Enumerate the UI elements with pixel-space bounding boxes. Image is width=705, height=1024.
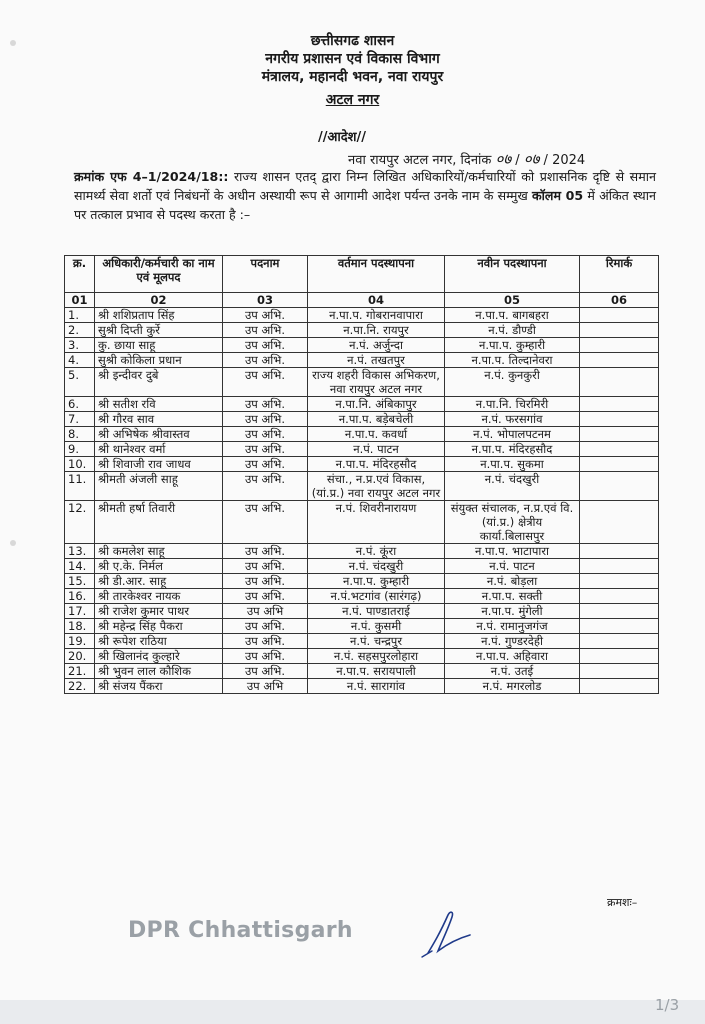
cell-new-posting: न.पा.प. सक्ती — [445, 589, 580, 604]
cell-sno: 4. — [65, 353, 95, 368]
order-body-text-2: में अंकित स्थान पर तत्काल प्रभाव से पदस्थ करता है :– — [74, 188, 656, 222]
cell-sno: 8. — [65, 427, 95, 442]
table-row — [65, 427, 659, 442]
table-row — [65, 589, 659, 604]
cell-designation: उप अभि. — [223, 338, 308, 353]
cell-designation: उप अभि. — [223, 589, 308, 604]
table-row — [65, 664, 659, 679]
cell-sno: 10. — [65, 457, 95, 472]
cell-remark — [580, 649, 659, 664]
table-row — [65, 338, 659, 353]
cell-sno: 15. — [65, 574, 95, 589]
cell-designation: उप अभि. — [223, 308, 308, 323]
order-body-text-1: राज्य शासन एतद् द्वारा निम्न लिखित अधिकारियों/कर्मचारियों को प्रशासनिक दृष्टि से समान सामर्थ्य सेवा शर्तो एवं निबंधनों के अधीन अस्थायी रूप से आगामी आदेश पर्यन्त उनके नाम के सम्मुख — [74, 169, 656, 203]
order-body-bold: कॉलम 05 — [531, 188, 584, 203]
watermark: DPR Chhattisgarh — [128, 918, 353, 943]
cell-designation: उप अभि. — [223, 544, 308, 559]
cell-designation: उप अभि. — [223, 634, 308, 649]
table-row — [65, 604, 659, 619]
cell-sno: 18. — [65, 619, 95, 634]
cell-new-posting: न.पं. गुण्डरदेही — [445, 634, 580, 649]
cell-remark — [580, 679, 659, 694]
cell-current-posting: न.पा.प. सरायपाली — [308, 664, 445, 679]
cell-remark — [580, 397, 659, 412]
cell-name: सुश्री कोकिला प्रधान — [95, 353, 223, 368]
header-city: अटल नगर — [325, 92, 380, 108]
cell-sno: 19. — [65, 634, 95, 649]
cell-name: श्री संजय पैंकरा — [95, 679, 223, 694]
cell-new-posting: न.पं. बोड़ला — [445, 574, 580, 589]
cell-designation: उप अभि. — [223, 412, 308, 427]
cell-sno: 16. — [65, 589, 95, 604]
cell-current-posting: न.पं. सहसपुरलोहारा — [308, 649, 445, 664]
viewer-bottom-bar — [0, 1000, 705, 1024]
cell-designation: उप अभि. — [223, 368, 308, 397]
cell-new-posting: संयुक्त संचालक, न.प्र.एवं वि. (यां.प्र.) क्षेत्रीय कार्या.बिलासपुर — [445, 501, 580, 544]
cell-name: कु. छाया साहू — [95, 338, 223, 353]
cell-current-posting: न.पं. चन्द्रपुर — [308, 634, 445, 649]
table-header-row — [65, 256, 659, 293]
cell-sno: 22. — [65, 679, 95, 694]
cell-current-posting: न.पा.प. मंदिरहसौद — [308, 457, 445, 472]
cell-name: श्री खिलानंद कुल्हारे — [95, 649, 223, 664]
date-prefix: नवा रायपुर अटल नगर, दिनांक — [348, 153, 492, 168]
cell-sno: 5. — [65, 368, 95, 397]
transfer-table — [64, 255, 659, 694]
cell-sno: 2. — [65, 323, 95, 338]
cell-new-posting: न.पं. फरसगांव — [445, 412, 580, 427]
header-department: नगरीय प्रशासन एवं विकास विभाग — [265, 51, 440, 67]
cell-designation: उप अभि. — [223, 619, 308, 634]
table-row — [65, 501, 659, 544]
cell-designation: उप अभि — [223, 604, 308, 619]
table-row — [65, 442, 659, 457]
cell-remark — [580, 353, 659, 368]
table-row — [65, 679, 659, 694]
cell-remark — [580, 544, 659, 559]
cell-name: श्री तारकेश्वर नायक — [95, 589, 223, 604]
cell-new-posting: न.पं. मगरलोड — [445, 679, 580, 694]
table-row — [65, 323, 659, 338]
cell-current-posting: न.पं. सारागांव — [308, 679, 445, 694]
cell-current-posting: न.पा.प. बड़ेबचेली — [308, 412, 445, 427]
column-number: 05 — [445, 293, 580, 308]
cell-new-posting: न.पा.प. बागबहरा — [445, 308, 580, 323]
date-day: ०७ — [495, 150, 512, 168]
table-row — [65, 457, 659, 472]
cell-name: श्री अभिषेक श्रीवास्तव — [95, 427, 223, 442]
table-row — [65, 619, 659, 634]
cell-sno: 13. — [65, 544, 95, 559]
cell-remark — [580, 472, 659, 501]
cell-new-posting: न.पा.प. सुकमा — [445, 457, 580, 472]
cell-current-posting: न.पं. अर्जुन्दा — [308, 338, 445, 353]
cell-sno: 14. — [65, 559, 95, 574]
cell-sno: 7. — [65, 412, 95, 427]
cell-new-posting: न.पं. रामानुजगंज — [445, 619, 580, 634]
table-row — [65, 559, 659, 574]
cell-name: श्रीमती अंजली साहू — [95, 472, 223, 501]
cell-remark — [580, 619, 659, 634]
col-header-new-posting: नवीन पदस्थापना — [445, 256, 580, 293]
col-header-sno: क्र. — [65, 256, 95, 293]
cell-designation: उप अभि. — [223, 574, 308, 589]
cell-current-posting: न.पं.भटगांव (सारंगढ़) — [308, 589, 445, 604]
table-row — [65, 574, 659, 589]
col-header-remark: रिमार्क — [580, 256, 659, 293]
cell-remark — [580, 323, 659, 338]
cell-name: श्री महेन्द्र सिंह पैकरा — [95, 619, 223, 634]
cell-remark — [580, 664, 659, 679]
cell-designation: उप अभि. — [223, 457, 308, 472]
cell-new-posting: न.पा.प. मुंगेली — [445, 604, 580, 619]
cell-name: श्री सतीश रवि — [95, 397, 223, 412]
cell-remark — [580, 604, 659, 619]
cell-new-posting: न.पा.प. तिल्दानेवरा — [445, 353, 580, 368]
table-row — [65, 368, 659, 397]
cell-current-posting: न.पं. कुसमी — [308, 619, 445, 634]
cell-name: श्री शिवाजी राव जाधव — [95, 457, 223, 472]
cell-name: श्री भुवन लाल कौशिक — [95, 664, 223, 679]
continued-label: क्रमशः– — [607, 896, 638, 909]
table-row — [65, 649, 659, 664]
cell-remark — [580, 427, 659, 442]
cell-designation: उप अभि. — [223, 323, 308, 338]
signature-image — [408, 905, 478, 965]
column-number: 02 — [95, 293, 223, 308]
cell-remark — [580, 308, 659, 323]
col-header-name: अधिकारी/कर्मचारी का नाम एवं मूलपद — [95, 256, 223, 293]
cell-name: श्री ए.के. निर्मल — [95, 559, 223, 574]
order-date-line: नवा रायपुर अटल नगर, दिनांक ०७ / ०७ / 2024 — [348, 150, 586, 168]
page-indicator: 1/3 — [655, 996, 680, 1014]
cell-new-posting: न.पा.प. कुम्हारी — [445, 338, 580, 353]
column-number: 06 — [580, 293, 659, 308]
punch-mark — [10, 540, 16, 546]
cell-designation: उप अभि. — [223, 353, 308, 368]
cell-name: श्रीमती हर्षा तिवारी — [95, 501, 223, 544]
cell-designation: उप अभि. — [223, 472, 308, 501]
cell-remark — [580, 457, 659, 472]
cell-sno: 6. — [65, 397, 95, 412]
column-number: 03 — [223, 293, 308, 308]
col-header-designation: पदनाम — [223, 256, 308, 293]
cell-remark — [580, 442, 659, 457]
cell-current-posting: न.पा.प. कवर्धा — [308, 427, 445, 442]
cell-current-posting: न.पं. पाण्डातराई — [308, 604, 445, 619]
cell-new-posting: न.पं. डौण्डी — [445, 323, 580, 338]
cell-new-posting: न.पा.प. अहिवारा — [445, 649, 580, 664]
cell-name: श्री राजेश कुमार पाथर — [95, 604, 223, 619]
order-title: //आदेश// — [318, 130, 367, 145]
cell-designation: उप अभि. — [223, 397, 308, 412]
cell-remark — [580, 338, 659, 353]
cell-current-posting: न.पं. तखतपुर — [308, 353, 445, 368]
cell-name: सुश्री दिप्ती कुर्रे — [95, 323, 223, 338]
table-row — [65, 544, 659, 559]
date-year: 2024 — [552, 153, 586, 168]
cell-designation: उप अभि. — [223, 501, 308, 544]
order-kramank: क्रमांक एफ 4–1/2024/18:: — [74, 169, 229, 184]
cell-sno: 3. — [65, 338, 95, 353]
cell-name: श्री रूपेश राठिया — [95, 634, 223, 649]
cell-designation: उप अभि. — [223, 664, 308, 679]
table-row — [65, 308, 659, 323]
cell-sno: 12. — [65, 501, 95, 544]
cell-name: श्री इन्दीवर दुबे — [95, 368, 223, 397]
cell-current-posting: न.पं. पाटन — [308, 442, 445, 457]
cell-remark — [580, 634, 659, 649]
cell-sno: 17. — [65, 604, 95, 619]
cell-current-posting: न.पं. कूंरा — [308, 544, 445, 559]
cell-designation: उप अभि — [223, 679, 308, 694]
table-row — [65, 634, 659, 649]
cell-remark — [580, 589, 659, 604]
cell-remark — [580, 574, 659, 589]
table-row — [65, 472, 659, 501]
cell-remark — [580, 368, 659, 397]
header-address: मंत्रालय, महानदी भवन, नवा रायपुर — [261, 69, 444, 85]
cell-name: श्री थानेश्वर वर्मा — [95, 442, 223, 457]
cell-sno: 9. — [65, 442, 95, 457]
cell-name: श्री शशिप्रताप सिंह — [95, 308, 223, 323]
cell-new-posting: न.पं. पाटन — [445, 559, 580, 574]
cell-current-posting: न.पा.नि. अंबिकापुर — [308, 397, 445, 412]
cell-remark — [580, 501, 659, 544]
cell-designation: उप अभि. — [223, 442, 308, 457]
cell-current-posting: न.पं. चंदखुरी — [308, 559, 445, 574]
cell-sno: 20. — [65, 649, 95, 664]
cell-designation: उप अभि. — [223, 427, 308, 442]
cell-name: श्री गौरव साव — [95, 412, 223, 427]
date-month: ०७ — [523, 150, 540, 168]
col-header-current-posting: वर्तमान पदस्थापना — [308, 256, 445, 293]
table-row — [65, 353, 659, 368]
cell-new-posting: न.पा.नि. चिरमिरी — [445, 397, 580, 412]
cell-designation: उप अभि. — [223, 559, 308, 574]
cell-current-posting: न.पं. शिवरीनारायण — [308, 501, 445, 544]
cell-new-posting: न.पं. उतई — [445, 664, 580, 679]
cell-current-posting: न.पा.प. गोबरानवापारा — [308, 308, 445, 323]
cell-current-posting: संचा., न.प्र.एवं विकास, (यां.प्र.) नवा रायपुर अटल नगर — [308, 472, 445, 501]
cell-current-posting: न.पा.प. कुम्हारी — [308, 574, 445, 589]
table-row — [65, 397, 659, 412]
cell-remark — [580, 412, 659, 427]
cell-remark — [580, 559, 659, 574]
cell-designation: उप अभि. — [223, 649, 308, 664]
cell-sno: 11. — [65, 472, 95, 501]
cell-sno: 21. — [65, 664, 95, 679]
column-number: 01 — [65, 293, 95, 308]
cell-current-posting: राज्य शहरी विकास अभिकरण, नवा रायपुर अटल नगर — [308, 368, 445, 397]
column-number: 04 — [308, 293, 445, 308]
cell-current-posting: न.पा.नि. रायपुर — [308, 323, 445, 338]
order-body — [74, 167, 656, 224]
cell-name: श्री कमलेश साहू — [95, 544, 223, 559]
cell-sno: 1. — [65, 308, 95, 323]
cell-new-posting: न.पं. चंदखुरी — [445, 472, 580, 501]
cell-new-posting: न.पं. कुनकुरी — [445, 368, 580, 397]
cell-name: श्री डी.आर. साहू — [95, 574, 223, 589]
header-government: छत्तीसगढ शासन — [310, 33, 395, 49]
cell-new-posting: न.पा.प. मंदिरहसौद — [445, 442, 580, 457]
table-row — [65, 412, 659, 427]
cell-new-posting: न.पा.प. भाटापारा — [445, 544, 580, 559]
cell-new-posting: न.पं. भोपालपटनम — [445, 427, 580, 442]
column-number-row — [65, 293, 659, 308]
